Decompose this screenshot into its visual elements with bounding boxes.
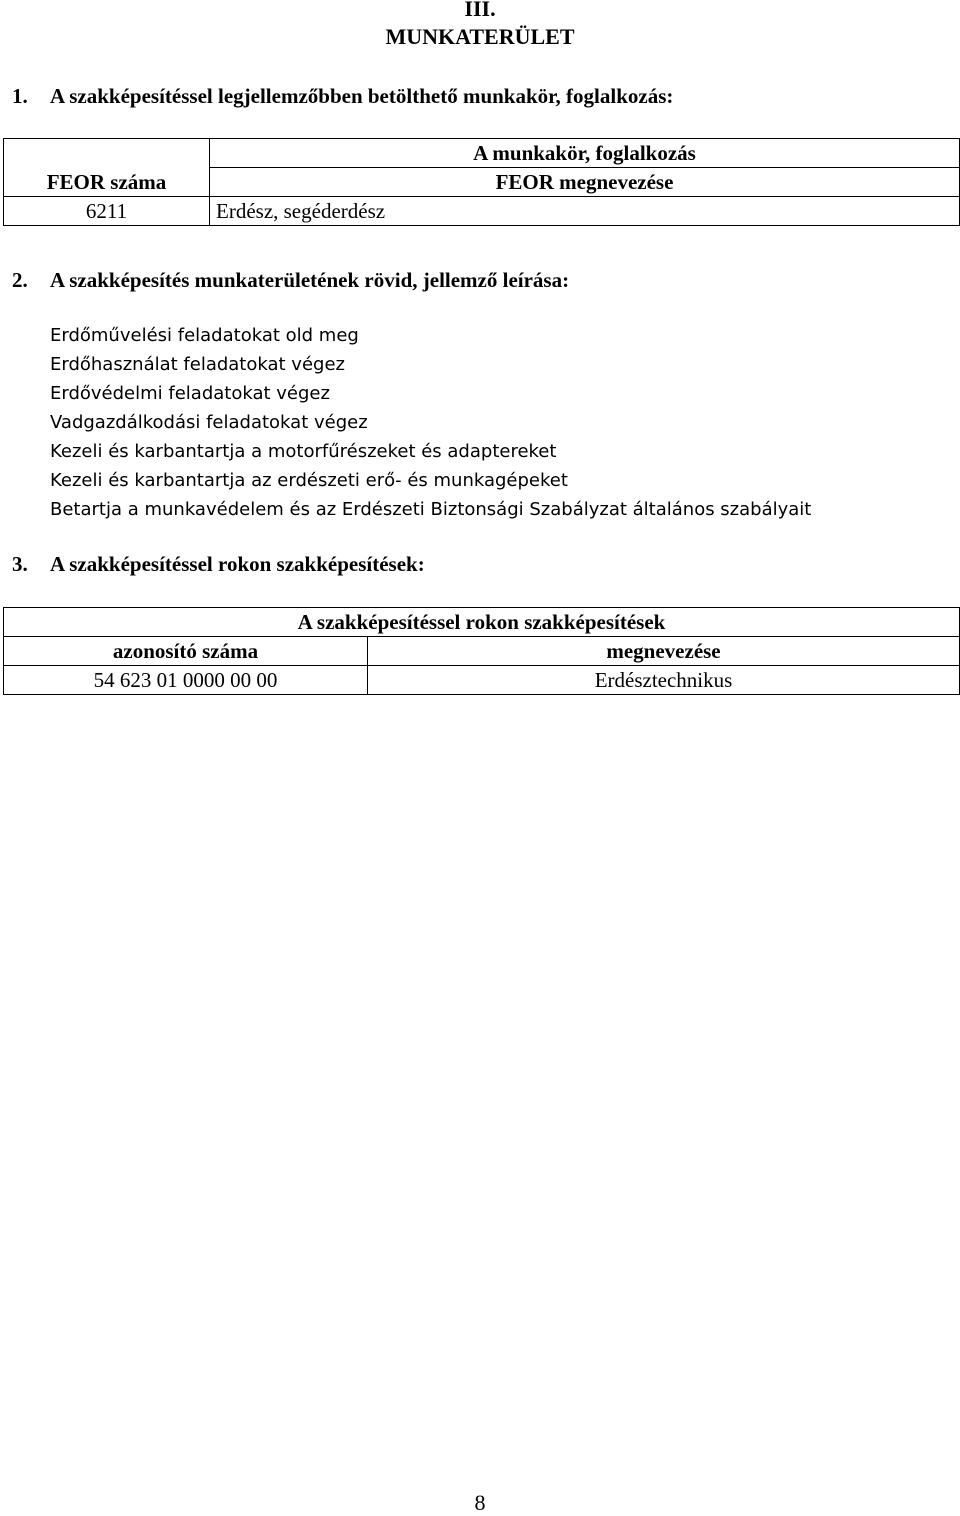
section-3-number: 3. — [12, 552, 28, 576]
list-item: Erdővédelmi feladatokat végez — [50, 383, 330, 404]
list-item: Vadgazdálkodási feladatokat végez — [50, 412, 368, 433]
section-2-heading — [12, 267, 569, 293]
related-table-header-row — [4, 637, 960, 666]
list-item: Erdőművelési feladatokat old meg — [50, 325, 359, 346]
occupation-col-name-header: FEOR megnevezése — [210, 168, 960, 197]
page-number: 8 — [474, 1490, 486, 1515]
section-2-number: 2. — [12, 268, 28, 292]
related-table-group-header: A szakképesítéssel rokon szakképesítések — [4, 608, 960, 637]
chapter-title: MUNKATERÜLET — [385, 24, 575, 49]
related-id-cell: 54 623 01 0000 00 00 — [4, 666, 368, 695]
occupation-table-group-header: A munkakör, foglalkozás — [210, 139, 960, 168]
list-item: Betartja a munkavédelem és az Erdészeti Biztonsági Szabályzat általános szabályait — [50, 499, 812, 520]
section-1-number: 1. — [12, 84, 28, 108]
occupation-table-group-row — [4, 139, 960, 168]
related-col-id-header: azonosító száma — [4, 637, 368, 666]
work-area-list — [50, 321, 811, 524]
section-1-heading — [12, 83, 673, 109]
list-item: Kezeli és karbantartja az erdészeti erő- és munkagépeket — [50, 470, 568, 491]
occupation-code-cell: 6211 — [4, 197, 210, 226]
section-3-title: A szakképesítéssel rokon szakképesítések: — [50, 552, 425, 576]
occupation-table-corner-cell — [4, 139, 210, 168]
table-row — [4, 197, 960, 226]
occupation-table-header-row — [4, 168, 960, 197]
section-3-heading — [12, 551, 425, 577]
section-2-title: A szakképesítés munkaterületének rövid, jellemző leírása: — [50, 268, 570, 292]
related-col-name-header: megnevezése — [368, 637, 960, 666]
related-name-cell: Erdésztechnikus — [368, 666, 960, 695]
occupation-table — [3, 138, 960, 226]
related-qualifications-table — [3, 607, 960, 695]
chapter-roman-numeral: III. — [464, 0, 496, 21]
table-row — [4, 666, 960, 695]
list-item: Kezeli és karbantartja a motorfűrészeket és adaptereket — [50, 441, 557, 462]
list-item: Erdőhasználat feladatokat végez — [50, 354, 345, 375]
related-table-group-row — [4, 608, 960, 637]
occupation-col-code-header: FEOR száma — [4, 168, 210, 197]
occupation-name-cell: Erdész, segéderdész — [210, 197, 960, 226]
section-1-title: A szakképesítéssel legjellemzőbben betölthető munkakör, foglalkozás: — [50, 84, 674, 108]
